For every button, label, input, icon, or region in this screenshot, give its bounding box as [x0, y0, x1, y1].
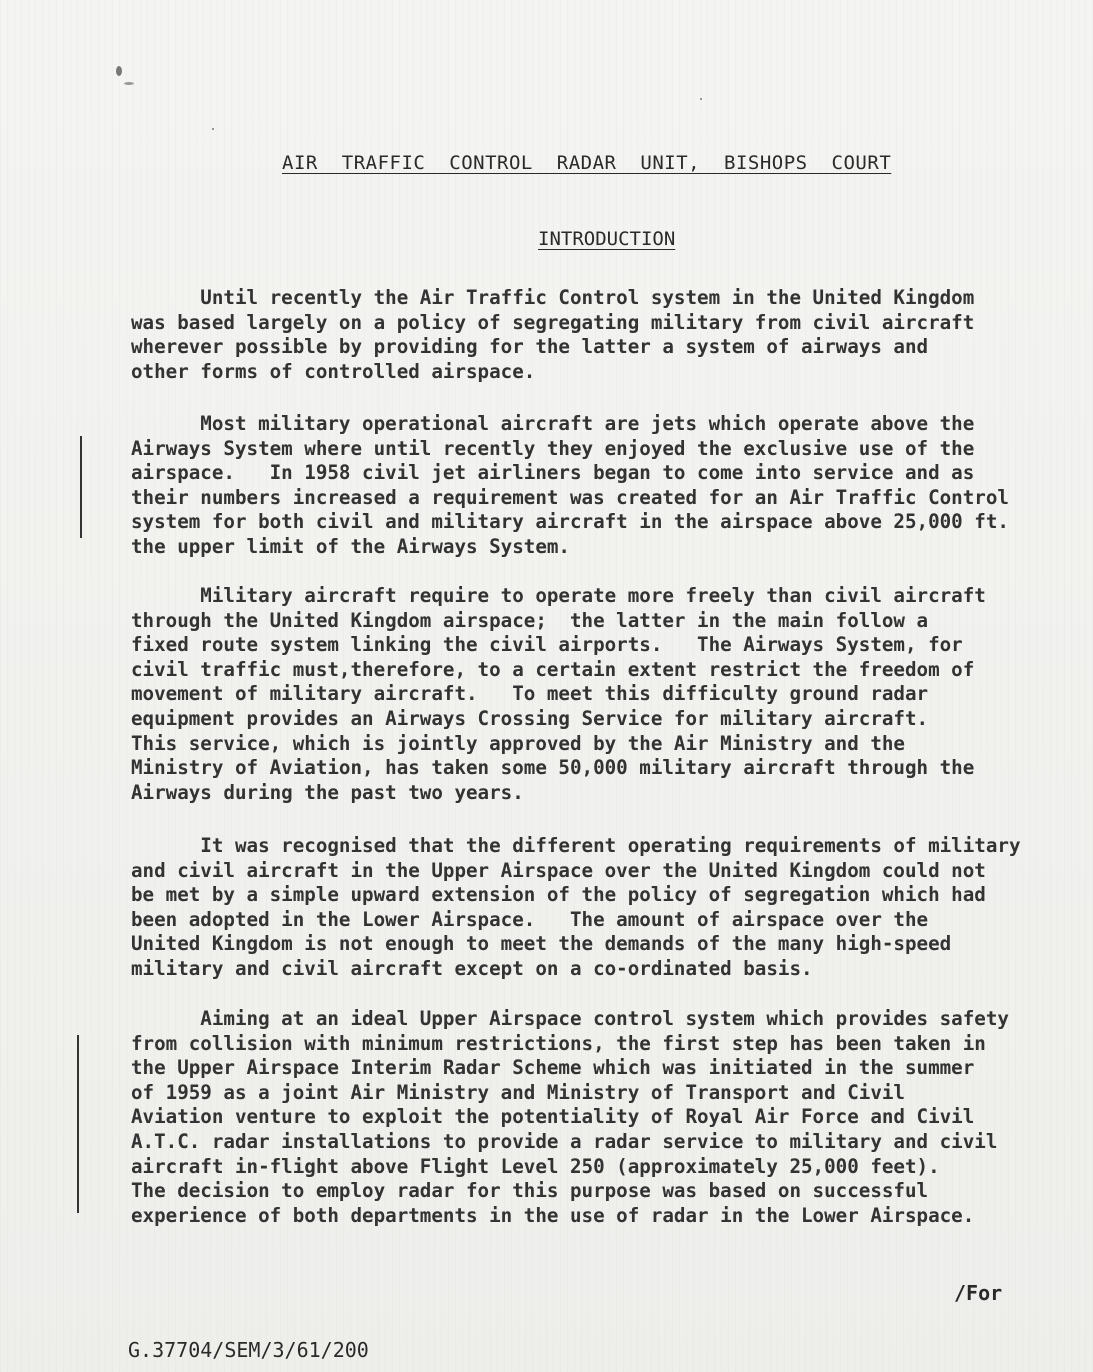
paragraph-5: Aiming at an ideal Upper Airspace control system which provides safety from collision with minimum restrictions, the first step has been taken in the Upper Airspace Interim Radar Scheme which was initiated in the summer of 1959 as a joint Air Ministry and Ministry of Transport and Civil Aviation venture to exploit the potentiality of Royal Air Force and Civil A.T.C. radar installations to provide a radar service to military and civil aircraft in-flight above Flight Level 250 (approximately 25,000 feet). The decision to employ radar for this purpose was based on successful experience of both departments in the use of radar in the Lower Airspace.: [131, 1007, 1009, 1227]
section-heading: INTRODUCTION: [538, 228, 676, 250]
document-reference: G.37704/SEM/3/61/200: [128, 1338, 369, 1362]
margin-revision-bar-1: [80, 436, 82, 538]
paragraph-1: Until recently the Air Traffic Control system in the United Kingdom was based largely on a policy of segregating military from civil aircraft wherever possible by providing for the latter a system of airways and other forms of controlled airspace.: [131, 286, 975, 383]
scan-mark: [700, 98, 702, 100]
scan-mark: [212, 128, 214, 130]
margin-revision-bar-2: [77, 1035, 79, 1213]
paragraph-3: Military aircraft require to operate more freely than civil aircraft through the United Kingdom airspace; the latter in the main follow a fixed route system linking the civil airports. The Airways System, for civil traffic must,therefore, to a certain extent restrict the freedom of movement of military aircraft. To meet this difficulty ground radar equipment provides an Airways Crossing Service for military aircraft. This service, which is jointly approved by the Air Ministry and the Ministry of Aviation, has taken some 50,000 military aircraft through the Airways during the past two years.: [131, 584, 986, 804]
document-title: AIR TRAFFIC CONTROL RADAR UNIT, BISHOPS COURT: [282, 152, 892, 174]
scan-mark: [116, 66, 122, 76]
paragraph-2: Most military operational aircraft are jets which operate above the Airways System where until recently they enjoyed the exclusive use of the airspace. In 1958 civil jet airliners began to come into service and as their numbers increased a requirement was created for an Air Traffic Control system for both civil and military aircraft in the airspace above 25,000 ft. the upper limit of the Airways System.: [131, 412, 1009, 558]
paragraph-4: It was recognised that the different operating requirements of military and civil aircraft in the Upper Airspace over the United Kingdom could not be met by a simple upward extension of the policy of segregation which had been adopted in the Lower Airspace. The amount of airspace over the United Kingdom is not enough to meet the demands of the many high-speed military and civil aircraft except on a co-ordinated basis.: [131, 834, 1021, 980]
next-page-catchword: /For: [954, 1281, 1003, 1305]
scan-mark: [124, 82, 134, 85]
